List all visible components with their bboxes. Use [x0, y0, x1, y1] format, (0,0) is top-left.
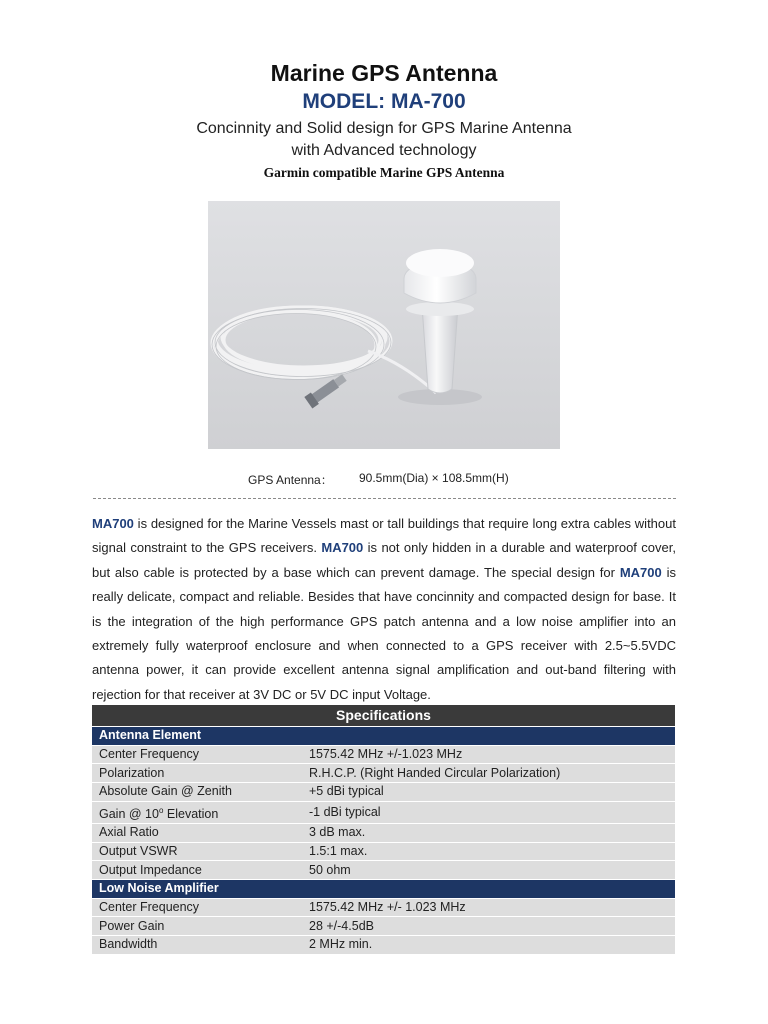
spec-value: R.H.C.P. (Right Handed Circular Polarization) — [302, 764, 675, 783]
table-row — [92, 801, 675, 823]
spec-name: Output Impedance — [92, 861, 302, 880]
spec-name: Power Gain — [92, 917, 302, 936]
description-part-3: is really delicate, compact and reliable. Besides that have concinnity and compacted design for base. It is the integration of the high performance GPS patch antenna and a low noise amplifier into an extremely fully waterproof enclosure and when connected to a GPS receiver with 2.5~5.5VDC antenna power, it can provide excellent antenna signal amplification and out-band filtering with rejection for that receiver at 3V DC or 5V DC input Voltage. — [92, 564, 677, 702]
table-row — [92, 917, 675, 936]
table-row — [92, 745, 675, 764]
spec-value: 1575.42 MHz +/- 1.023 MHz — [302, 898, 675, 917]
spec-name: Center Frequency — [92, 898, 302, 917]
table-row — [92, 823, 675, 842]
spec-name-prefix: Gain @ 10 — [99, 806, 159, 821]
table-row — [92, 936, 675, 955]
degree-superscript: o — [158, 805, 164, 815]
spec-value: 1575.42 MHz +/-1.023 MHz — [302, 745, 675, 764]
dimensions-value: 90.5mm(Dia) × 108.5mm(H) — [359, 471, 509, 485]
spec-value: -1 dBi typical — [302, 801, 675, 823]
specifications-header: Specifications — [92, 705, 675, 727]
spec-value: +5 dBi typical — [302, 783, 675, 802]
table-row — [92, 842, 675, 861]
dimensions-label: GPS Antenna： — [248, 473, 333, 487]
spec-value: 2 MHz min. — [302, 936, 675, 955]
table-row — [92, 898, 675, 917]
spec-value: 28 +/-4.5dB — [302, 917, 675, 936]
spec-name: Bandwidth — [92, 936, 302, 955]
table-row — [92, 764, 675, 783]
table-row — [92, 861, 675, 880]
section-low-noise-amplifier: Low Noise Amplifier — [92, 879, 675, 898]
specifications-table — [92, 705, 675, 955]
compatibility-note: Garmin compatible Marine GPS Antenna — [263, 165, 505, 180]
description-part-1: is designed for the Marine Vessels mast or tall buildings that require long extra cables without signal constraint to the GPS receivers. — [92, 516, 676, 556]
antenna-illustration — [208, 201, 560, 449]
spec-value: 50 ohm — [302, 861, 675, 880]
spec-value: 1.5:1 max. — [302, 842, 675, 861]
spec-name: Axial Ratio — [92, 823, 302, 842]
table-row — [92, 783, 675, 802]
tagline-line-2: with Advanced technology — [291, 142, 477, 159]
spec-name: Polarization — [92, 764, 302, 783]
model-highlight: MA700 — [619, 564, 662, 580]
page-title: Marine GPS Antenna — [270, 60, 498, 86]
spec-name: Absolute Gain @ Zenith — [92, 783, 302, 802]
model-highlight: MA700 — [92, 516, 134, 531]
model-highlight: MA700 — [321, 540, 364, 556]
spec-name: Output VSWR — [92, 842, 302, 861]
dashed-divider — [93, 498, 676, 499]
description-part-2: is not only hidden in a durable and waterproof cover, but also cable is protected by a base which can prevent damage. The special design for — [92, 540, 676, 580]
product-photo — [208, 201, 560, 449]
spec-name-suffix: Elevation — [163, 806, 219, 821]
spec-value: 3 dB max. — [302, 823, 675, 842]
section-antenna-element: Antenna Element — [92, 727, 675, 746]
tagline-line-1: Concinnity and Solid design for GPS Marine Antenna — [196, 120, 572, 137]
spec-name: Center Frequency — [92, 745, 302, 764]
model-number: MODEL: MA-700 — [302, 90, 466, 113]
product-description — [92, 512, 676, 707]
spec-name — [92, 801, 302, 823]
